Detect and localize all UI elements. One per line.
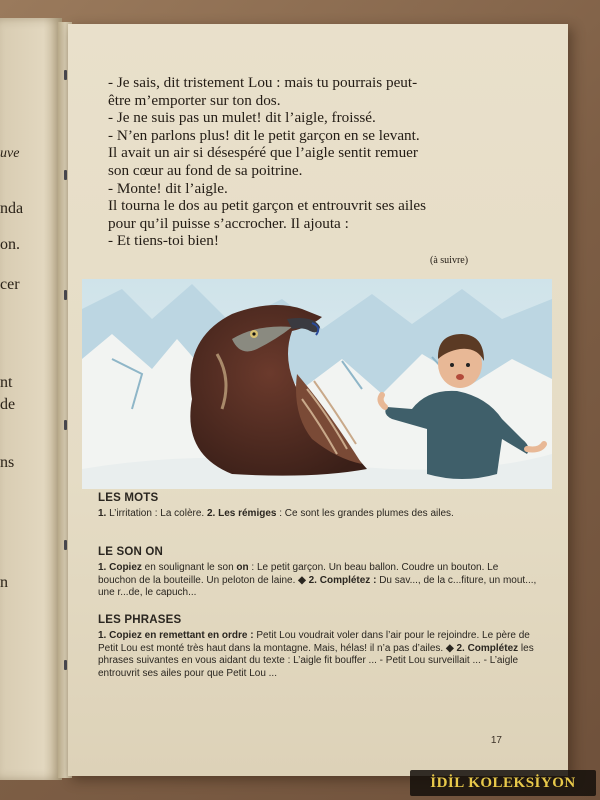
- left-page-fragment: nda: [0, 200, 24, 217]
- boy-mouth: [456, 374, 464, 380]
- left-page-fragment: nt: [0, 374, 13, 391]
- definition: : La colère.: [151, 508, 207, 519]
- story-line: - Je sais, dit tristement Lou : mais tu pourrais peut-: [108, 74, 418, 91]
- eagle-pupil: [252, 332, 255, 335]
- exercise-label: ◆ 2. Complétez: [445, 642, 519, 654]
- story-line: - Monte! dit l’aigle.: [108, 179, 228, 197]
- exercise-text: : Le petit garçon. Un beau ballon. Coudre un bouton. Le bouchon de la bouteille. Un peloton de laine.: [98, 562, 499, 586]
- watermark: İDİL KOLEKSİYON: [410, 770, 596, 796]
- left-page-fragment: de: [0, 396, 16, 413]
- section-body: [98, 562, 538, 600]
- binding-stitch: [64, 660, 67, 670]
- exercise-label: 1. Copiez: [98, 562, 142, 573]
- section-title: LES PHRASES: [98, 614, 182, 626]
- binding-stitch: [64, 540, 67, 550]
- story-line: Il avait un air si désespéré que l’aigle sentit remuer: [108, 144, 418, 162]
- page-number: 17: [490, 735, 502, 746]
- story-text: [108, 74, 548, 250]
- section-title: LE SON ON: [98, 546, 164, 558]
- book-page: [68, 24, 568, 776]
- boy-eye: [450, 363, 454, 367]
- section-title: LES MOTS: [98, 492, 159, 504]
- item-number: 2.: [206, 508, 216, 519]
- left-page-fragment: cer: [0, 276, 20, 293]
- exercise-label: ◆ 2. Complétez :: [298, 574, 377, 586]
- left-page-fragment: uve: [0, 146, 20, 161]
- story-line: son cœur au fond de sa poitrine.: [108, 161, 303, 179]
- story-line: être m’emporter sur ton dos.: [108, 91, 281, 109]
- definition: : Ce sont les grandes plumes des ailes.: [276, 508, 454, 519]
- story-line: Il tourna le dos au petit garçon et entrouvrit ses ailes: [108, 197, 426, 215]
- exercise-sound: on: [236, 562, 249, 573]
- term: Les rémiges: [218, 508, 277, 519]
- exercise-text: Du sav..., de la c...fiture, un mout..., une r...de, le capuch...: [98, 574, 537, 598]
- left-page-edge: [0, 18, 62, 780]
- exercise-text: les phrases suivantes en vous aidant du texte : L’aigle fit bouffer ... - Petit Lou surveillait ... - L’aigle entrouvrit ses ailes pour que Petit Lou ...: [98, 642, 534, 679]
- story-line: - Et tiens-toi bien!: [108, 232, 219, 250]
- exercise-text: Petit Lou voudrait voler dans l’air pour le rejoindre. Le père de Petit Lou est monté très haut dans la montagne. Mais, hélas! il n’a pas d’ailes.: [98, 630, 530, 654]
- boy-eye: [466, 363, 470, 367]
- to-be-continued-note: (à suivre): [430, 255, 469, 266]
- item-number: 1.: [98, 508, 107, 519]
- story-illustration: [82, 279, 552, 489]
- story-line: pour qu’il puisse s’accrocher. Il ajouta :: [108, 214, 349, 232]
- binding-stitch: [64, 420, 67, 430]
- left-page-fragment: on.: [0, 236, 20, 253]
- exercise-text: en soulignant le son: [141, 562, 237, 573]
- section-body: [98, 630, 538, 680]
- section-body: [98, 508, 538, 521]
- section-les-mots: [98, 492, 538, 521]
- binding-stitch: [64, 290, 67, 300]
- story-line: - N’en parlons plus! dit le petit garçon en se levant.: [108, 126, 420, 144]
- section-le-son-on: [98, 546, 538, 600]
- left-page-fragment: n: [0, 574, 8, 591]
- binding-stitch: [64, 70, 67, 80]
- section-les-phrases: [98, 614, 538, 680]
- story-line: - Je ne suis pas un mulet! dit l’aigle, froissé.: [108, 109, 376, 127]
- left-page-fragment: ns: [0, 454, 15, 471]
- exercise-label: 1. Copiez en remettant en ordre :: [98, 630, 254, 641]
- term: L’irritation: [109, 508, 152, 519]
- binding-stitch: [64, 170, 67, 180]
